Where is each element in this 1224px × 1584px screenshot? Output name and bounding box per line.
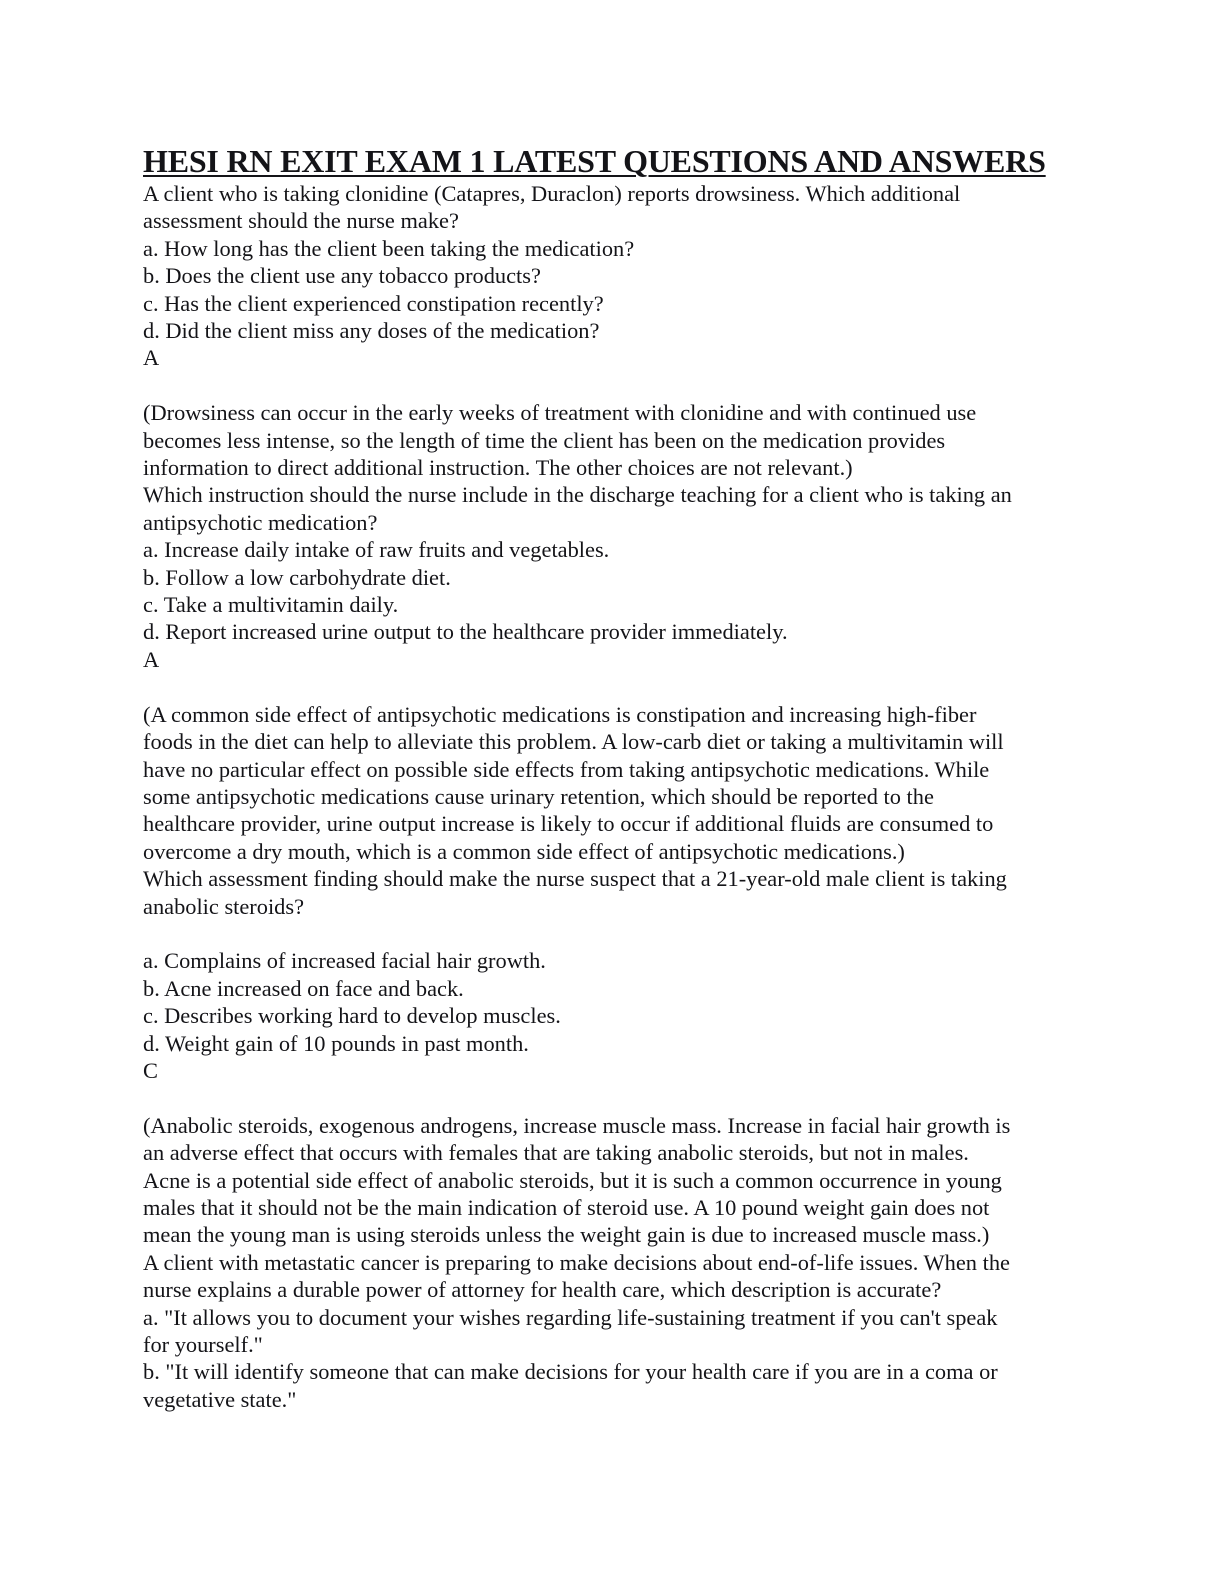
text-line: Which instruction should the nurse include in the discharge teaching for a client who is taking an	[143, 482, 1012, 508]
text-line: anabolic steroids?	[143, 893, 305, 919]
document-body	[143, 180, 1083, 1413]
text-line: mean the young man is using steroids unless the weight gain is due to increased muscle mass.)	[143, 1222, 990, 1248]
text-line: antipsychotic medication?	[143, 509, 378, 535]
text-line: d. Report increased urine output to the healthcare provider immediately.	[143, 619, 788, 645]
text-line: A	[143, 345, 160, 371]
text-line: an adverse effect that occurs with females that are taking anabolic steroids, but not in males.	[143, 1140, 969, 1166]
text-line: b. "It will identify someone that can make decisions for your health care if you are in a coma or	[143, 1359, 998, 1385]
text-line: vegetative state."	[143, 1386, 297, 1412]
text-line: for yourself."	[143, 1332, 263, 1357]
text-line: A	[143, 646, 160, 672]
text-line: (A common side effect of antipsychotic medications is constipation and increasing high-fiber	[143, 701, 977, 727]
text-line: C	[143, 1057, 158, 1083]
blank-line	[143, 1084, 1083, 1111]
text-line: Which assessment finding should make the nurse suspect that a 21-year-old male client is taking	[143, 866, 1007, 892]
blank-line	[143, 372, 1083, 399]
text-line: foods in the diet can help to alleviate this problem. A low-carb diet or taking a multivitamin will	[143, 729, 1004, 755]
text-line: nurse explains a durable power of attorney for health care, which description is accurate?	[143, 1277, 942, 1303]
blank-line	[143, 673, 1083, 700]
blank-line	[143, 920, 1083, 947]
text-line: A client with metastatic cancer is preparing to make decisions about end-of-life issues. When the	[143, 1249, 1010, 1275]
text-line: healthcare provider, urine output increase is likely to occur if additional fluids are consumed to	[143, 811, 994, 837]
text-line: b. Does the client use any tobacco products?	[143, 263, 541, 289]
text-line: a. How long has the client been taking the medication?	[143, 235, 635, 261]
text-line: c. Describes working hard to develop muscles.	[143, 1003, 561, 1029]
text-line: (Anabolic steroids, exogenous androgens, increase muscle mass. Increase in facial hair growth is	[143, 1112, 1011, 1138]
text-line: males that it should not be the main indication of steroid use. A 10 pound weight gain does not	[143, 1194, 990, 1220]
text-line: d. Did the client miss any doses of the medication?	[143, 318, 600, 344]
text-line: a. Complains of increased facial hair growth.	[143, 948, 546, 974]
document-page	[143, 142, 1083, 1413]
text-line: a. Increase daily intake of raw fruits and vegetables.	[143, 537, 610, 563]
text-line: a. "It allows you to document your wishes regarding life-sustaining treatment if you can't speak	[143, 1304, 998, 1330]
text-line: A client who is taking clonidine (Catapres, Duraclon) reports drowsiness. Which additional	[143, 181, 961, 206]
text-line: some antipsychotic medications cause urinary retention, which should be reported to the	[143, 783, 934, 809]
text-line: Acne is a potential side effect of anabolic steroids, but it is such a common occurrence in young	[143, 1167, 1002, 1193]
text-line: overcome a dry mouth, which is a common side effect of antipsychotic medications.)	[143, 838, 905, 864]
text-line: b. Acne increased on face and back.	[143, 975, 464, 1001]
text-line: c. Has the client experienced constipation recently?	[143, 290, 604, 316]
text-line: have no particular effect on possible side effects from taking antipsychotic medications. While	[143, 756, 990, 782]
text-line: information to direct additional instruction. The other choices are not relevant.)	[143, 455, 853, 481]
text-line: b. Follow a low carbohydrate diet.	[143, 564, 451, 590]
document-title: HESI RN EXIT EXAM 1 LATEST QUESTIONS AND ANSWERS	[143, 143, 1046, 179]
text-line: c. Take a multivitamin daily.	[143, 592, 399, 618]
text-line: (Drowsiness can occur in the early weeks of treatment with clonidine and with continued use	[143, 400, 977, 426]
text-line: becomes less intense, so the length of time the client has been on the medication provides	[143, 427, 946, 453]
text-line: d. Weight gain of 10 pounds in past month.	[143, 1030, 529, 1056]
text-line: assessment should the nurse make?	[143, 208, 459, 234]
